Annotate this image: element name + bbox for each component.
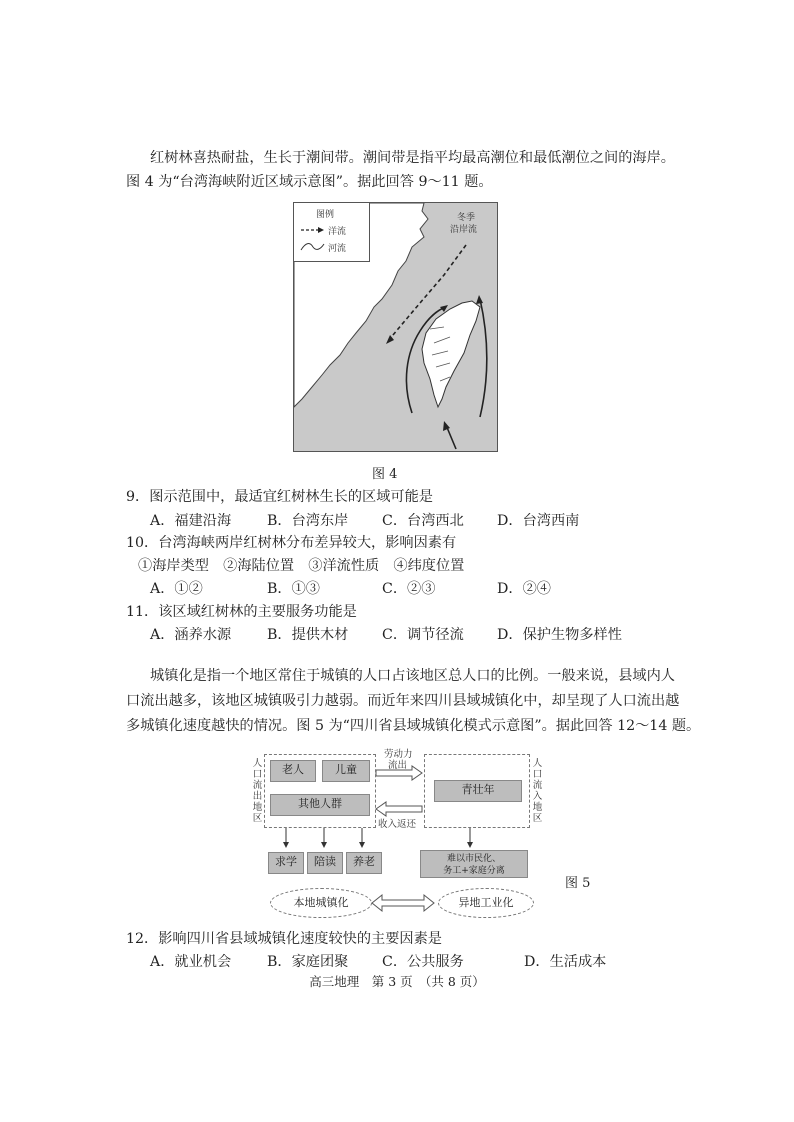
q10-option-b: B．①③ bbox=[267, 581, 320, 597]
box-youth: 青壮年 bbox=[434, 780, 522, 802]
difficulty-line1: 难以市民化、 bbox=[446, 854, 501, 864]
figure5-caption: 图 5 bbox=[565, 876, 591, 891]
intro2-line3: 多城镇化速度越快的情况。图 5 为“四川省县域城镇化模式示意图”。据此回答 12～14 题。 bbox=[126, 718, 701, 734]
box-others: 其他人群 bbox=[270, 794, 370, 816]
legend-current-icon bbox=[300, 226, 326, 234]
south-current-arrowhead bbox=[443, 421, 450, 431]
intro2-line2: 口流出越多，该地区城镇吸引力越弱。而近年来四川县域城镇化中，却呈现了人口流出越 bbox=[126, 693, 680, 709]
figure4-map bbox=[293, 202, 498, 452]
box-study: 求学 bbox=[268, 852, 304, 874]
labor-out-line1: 劳动力 bbox=[384, 749, 413, 760]
q9-option-b: B．台湾东岸 bbox=[267, 513, 349, 529]
map-legend bbox=[294, 203, 370, 262]
oval-local-urbanization: 本地城镇化 bbox=[270, 888, 372, 918]
intro1-line1: 红树林喜热耐盐，生长于潮间带。潮间带是指平均最高潮位和最低潮位之间的海岸。 bbox=[150, 150, 675, 166]
box-difficulty bbox=[420, 850, 528, 878]
q11-option-a: A．涵养水源 bbox=[150, 627, 232, 643]
q12-option-b: B．家庭团聚 bbox=[267, 954, 349, 970]
q10-factors: ①海岸类型 ②海陆位置 ③洋流性质 ④纬度位置 bbox=[138, 558, 465, 574]
winter-current-label-line1: 冬季 bbox=[457, 213, 476, 223]
east-current bbox=[480, 299, 487, 417]
legend-river-icon bbox=[300, 242, 326, 252]
box-old: 老人 bbox=[270, 760, 316, 782]
q9-stem: 9．图示范围中，最适宜红树林生长的区域可能是 bbox=[126, 489, 433, 505]
figure4-caption: 图 4 bbox=[372, 467, 398, 482]
q12-option-a: A．就业机会 bbox=[150, 954, 232, 970]
legend-title: 图例 bbox=[316, 210, 335, 220]
q11-option-c: C．调节径流 bbox=[382, 627, 464, 643]
right-region-label: 人口流入地区 bbox=[532, 758, 543, 824]
box-accompany: 陪读 bbox=[307, 852, 343, 874]
labor-out-line2: 流出 bbox=[388, 760, 408, 771]
q10-option-d: D．②④ bbox=[497, 581, 551, 597]
q11-option-d: D．保护生物多样性 bbox=[497, 627, 622, 643]
box-children: 儿童 bbox=[322, 760, 370, 782]
difficulty-line2: 务工+家庭分离 bbox=[443, 866, 505, 876]
oval-remote-industrialization: 异地工业化 bbox=[438, 888, 534, 918]
figure5-diagram bbox=[250, 744, 546, 922]
page-footer: 高三地理 第 3 页 （共 8 页） bbox=[309, 974, 485, 989]
q11-option-b: B．提供木材 bbox=[267, 627, 349, 643]
q10-stem: 10．台湾海峡两岸红树林分布差异较大，影响因素有 bbox=[126, 535, 457, 551]
east-current-arrowhead bbox=[476, 295, 483, 304]
legend-current-label: 洋流 bbox=[328, 227, 347, 237]
box-elderly: 养老 bbox=[346, 852, 382, 874]
legend-river-label: 河流 bbox=[328, 244, 347, 254]
q11-stem: 11．该区域红树林的主要服务功能是 bbox=[126, 604, 357, 620]
q12-option-c: C．公共服务 bbox=[382, 954, 464, 970]
q10-option-c: C．②③ bbox=[382, 581, 436, 597]
q12-stem: 12．影响四川省县域城镇化速度较快的主要因素是 bbox=[126, 931, 442, 947]
winter-current-label-line2: 沿岸流 bbox=[450, 225, 478, 235]
intro1-line2: 图 4 为“台湾海峡附近区域示意图”。据此回答 9～11 题。 bbox=[126, 174, 493, 190]
q12-option-d: D．生活成本 bbox=[524, 954, 607, 970]
q9-option-c: C．台湾西北 bbox=[382, 513, 464, 529]
intro2-line1: 城镇化是指一个地区常住于城镇的人口占该地区总人口的比例。一般来说，县域内人 bbox=[150, 668, 675, 684]
winter-current-arrowhead bbox=[386, 335, 394, 344]
left-region-label: 人口流出地区 bbox=[252, 758, 263, 824]
q9-option-d: D．台湾西南 bbox=[497, 513, 580, 529]
q10-option-a: A．①② bbox=[150, 581, 203, 597]
income-back-label: 收入返还 bbox=[378, 819, 417, 830]
q9-option-a: A．福建沿海 bbox=[150, 513, 232, 529]
